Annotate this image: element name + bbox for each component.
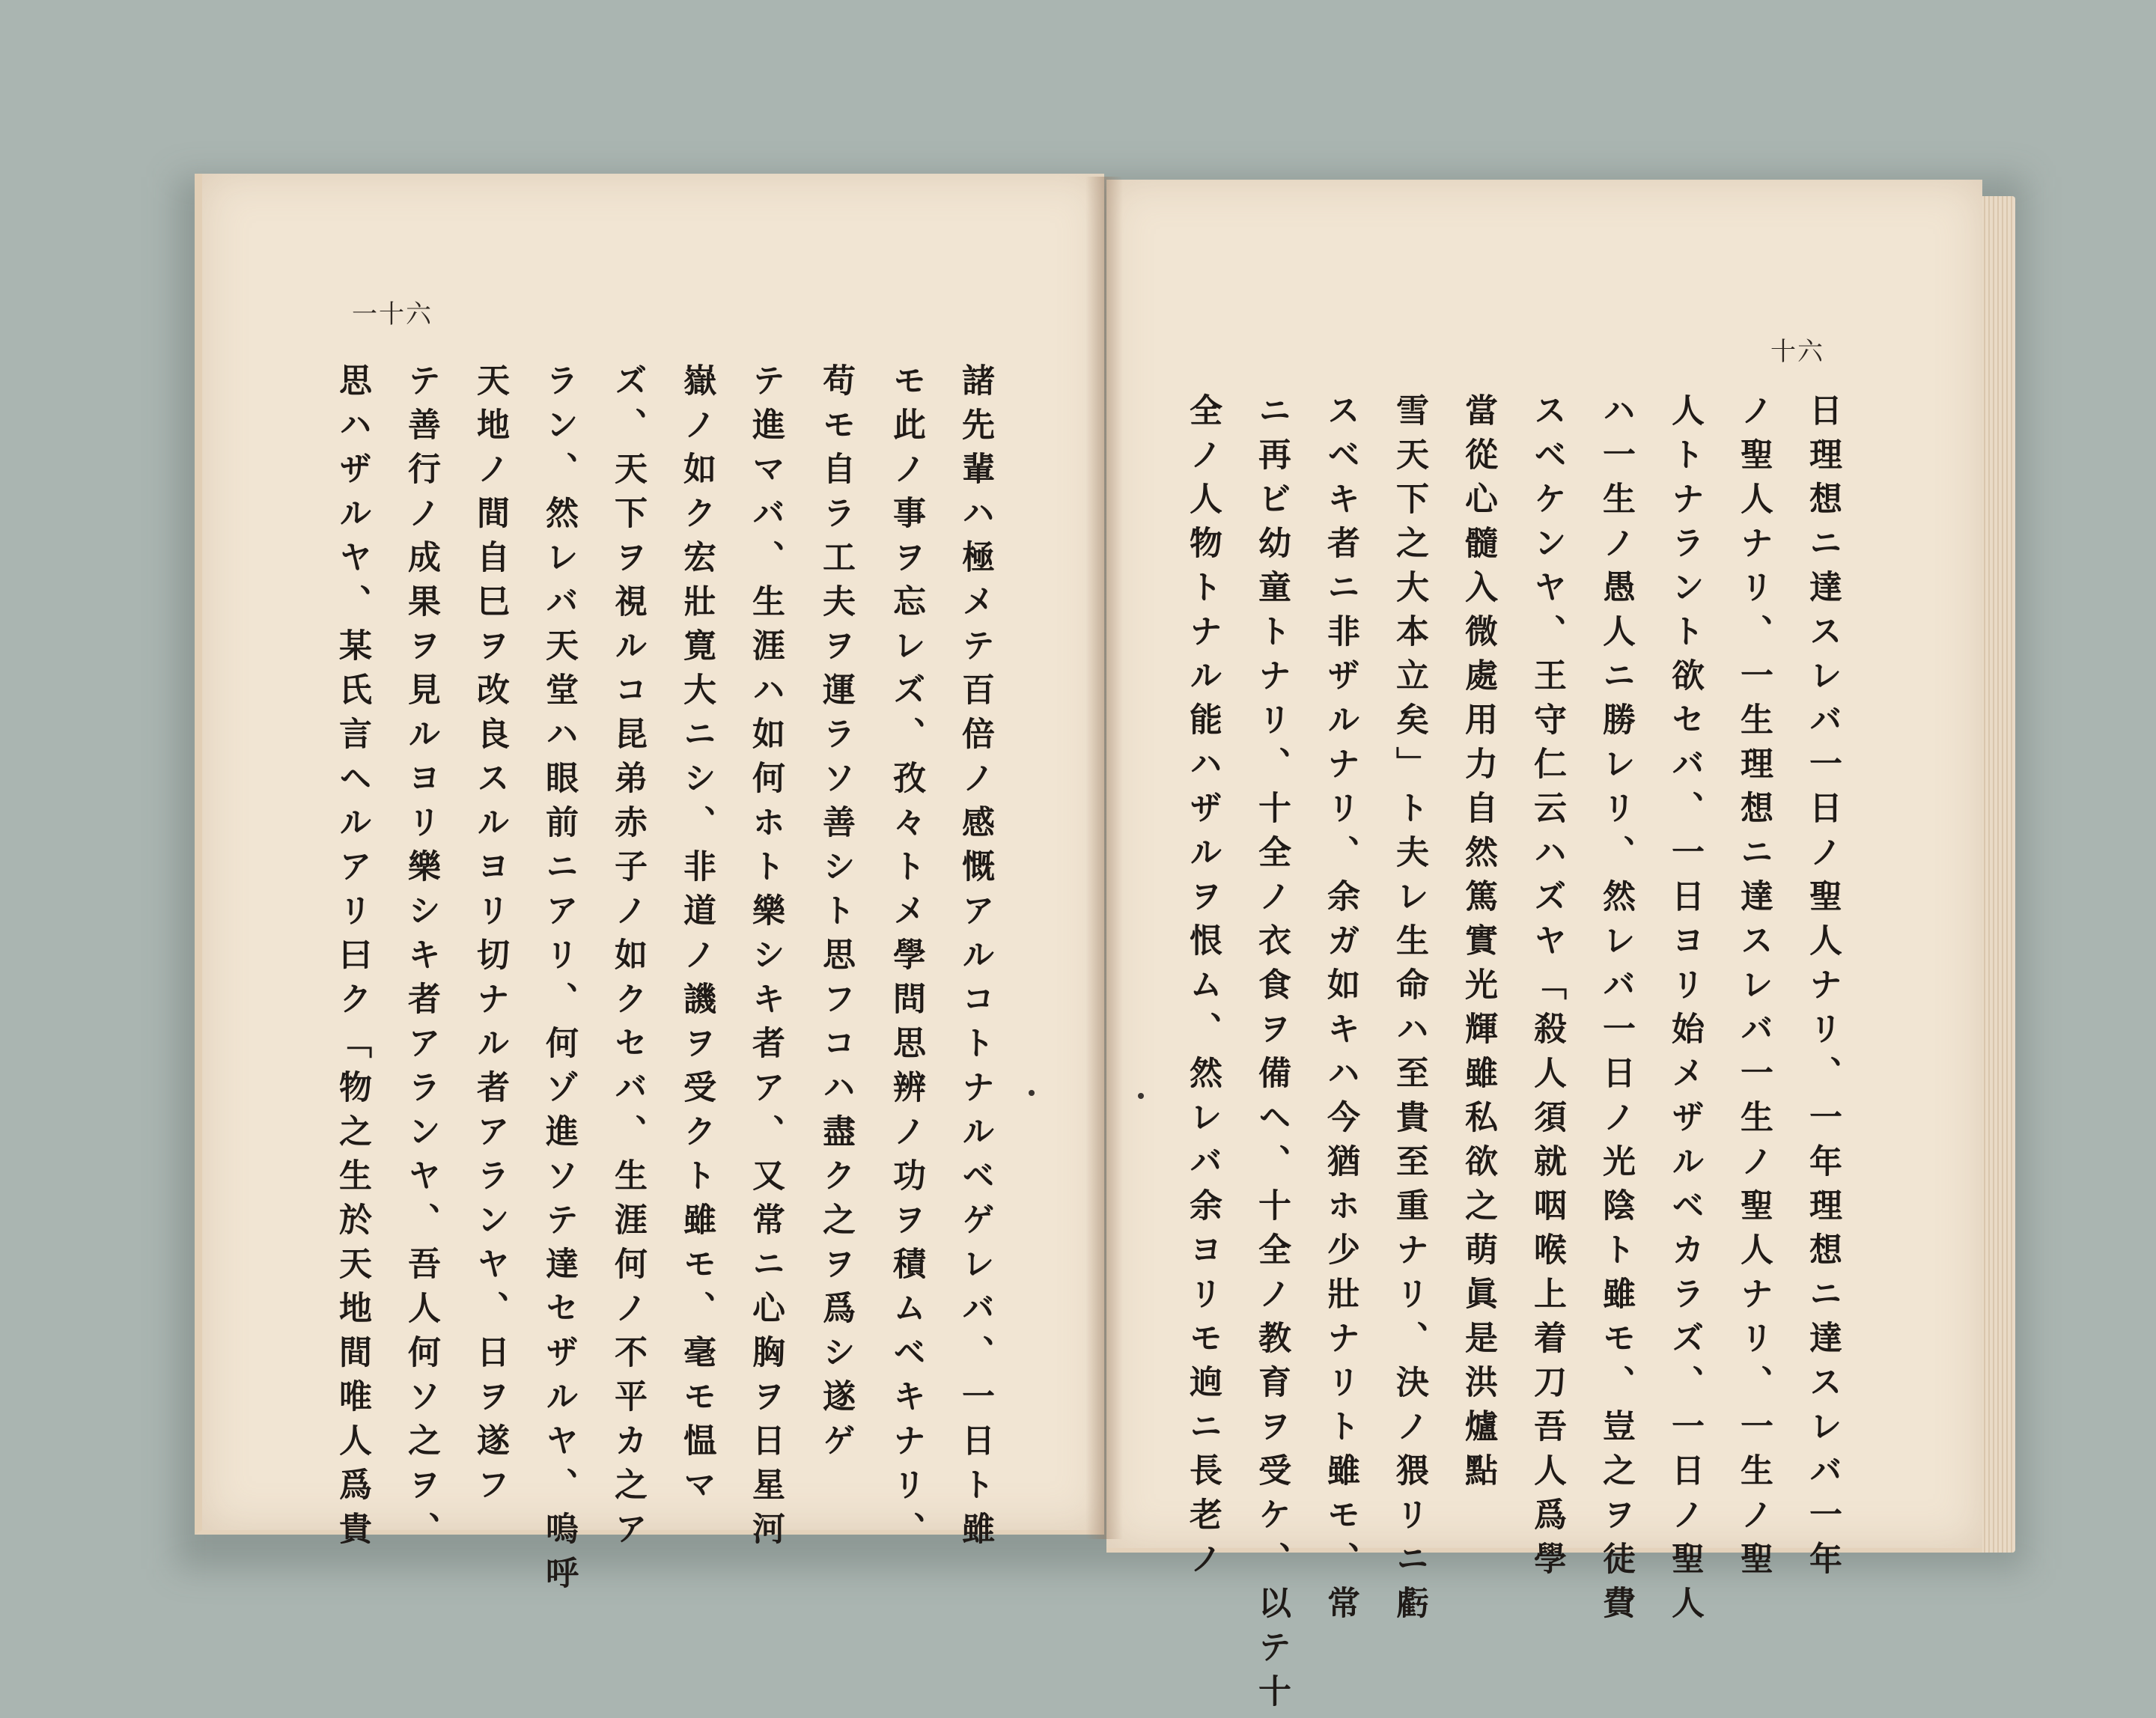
right-text-column: スベキ者ニ非ザルナリ、余ガ如キハ今猶ホ少壯ナリト雖モ、常 — [1321, 393, 1359, 1630]
binding-hole — [1029, 1090, 1035, 1096]
right-text-column: スベケンヤ、王守仁云ハズヤ「殺人須就咽喉上着刀吾人爲學 — [1528, 393, 1566, 1586]
right-page-number: 十六 — [1770, 337, 1824, 367]
right-text-column: 全ノ人物トナル能ハザルヲ恨ム、然レバ余ヨリモ逈ニ長老ノ — [1184, 393, 1222, 1586]
right-text-column: ノ聖人ナリ、一生理想ニ達スレバ一生ノ聖人ナリ、一生ノ聖 — [1735, 393, 1773, 1586]
left-text-column: テ進マバ、生涯ハ如何ホト樂シキ者ア、又常ニ心胸ヲ日星河 — [746, 363, 785, 1556]
right-text-column: ハ一生ノ愚人ニ勝レリ、然レバ一日ノ光陰ト雖モ、豈之ヲ徒費 — [1597, 393, 1635, 1630]
left-text-column: ラン、然レバ天堂ハ眼前ニアリ、何ゾ進ソテ達セザルヤ、嗚呼 — [540, 363, 578, 1600]
left-text-column: モ此ノ事ヲ忘レズ、孜々トメ學問思辨ノ功ヲ積ムベキナリ、 — [887, 363, 925, 1556]
left-text-column: 嶽ノ如ク宏壯寛大ニシ、非道ノ譏ヲ受クト雖モ、毫モ愠マ — [677, 363, 716, 1511]
book-gutter — [1085, 177, 1123, 1539]
left-text-column: ズ、天下ヲ視ルコ昆弟赤子ノ如クセバ、生涯何ノ不平カ之ア — [609, 363, 647, 1556]
right-text-column: ニ再ビ幼童トナリ、十全ノ衣食ヲ備ヘ、十全ノ教育ヲ受ケ、以テ十 — [1252, 393, 1291, 1718]
right-text-column: 雪天下之大本立矣」ト夫レ生命ハ至貴至重ナリ、決ノ猥リニ虧 — [1390, 393, 1428, 1630]
right-text-column: 日理想ニ達スレバ一日ノ聖人ナリ、一年理想ニ達スレバ一年 — [1803, 393, 1842, 1586]
left-text-column: 苟モ自ラ工夫ヲ運ラソ善シト思フコハ盡ク之ヲ爲シ遂ゲ — [817, 363, 855, 1467]
left-text-column: 諸先輩ハ極メテ百倍ノ感慨アルコトナルベゲレバ、一日ト雖 — [956, 363, 994, 1556]
right-text-column: 當從心髓入微處用力自然篤實光輝雖私欲之萌眞是洪爐點 — [1459, 393, 1497, 1497]
left-text-column: 天地ノ間自巳ヲ改良スルヨリ切ナル者アランヤ、日ヲ遂フ — [471, 363, 509, 1511]
left-text-column: 思ハザルヤ、某氏言ヘルアリ曰ク「物之生於天地間唯人爲貴 — [333, 363, 371, 1556]
binding-hole — [1138, 1093, 1144, 1099]
right-text-column: 人トナラント欲セバ、一日ヨリ始メザルベカラズ、一日ノ聖人 — [1666, 393, 1704, 1630]
left-text-column: テ善行ノ成果ヲ見ルヨリ樂シキ者アランヤ、吾人何ソ之ヲ、 — [402, 363, 440, 1556]
left-page-number: 一十六 — [352, 299, 433, 329]
